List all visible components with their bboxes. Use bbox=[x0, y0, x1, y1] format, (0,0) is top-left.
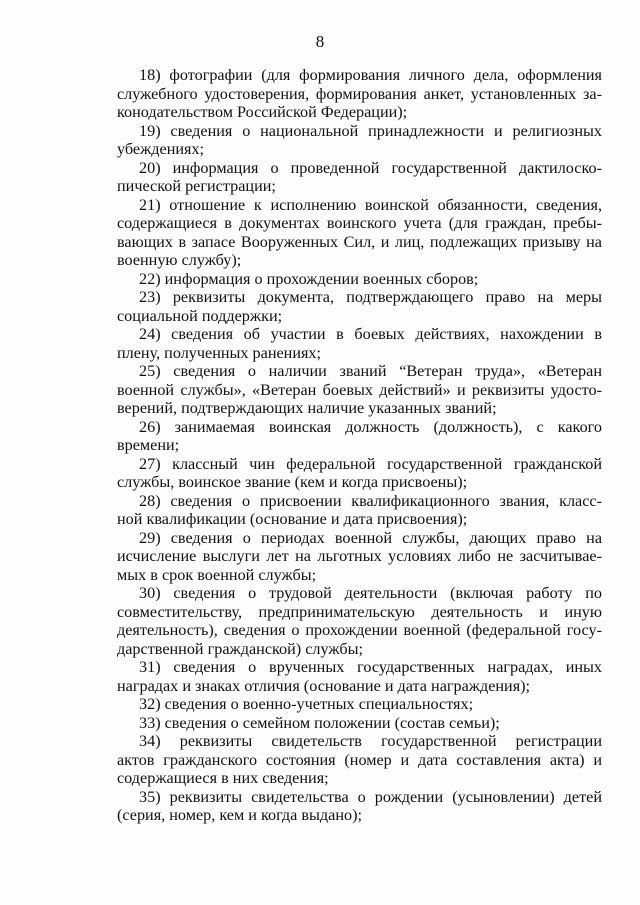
text-line: 27) классный чин федеральной государственной гражданской bbox=[139, 454, 602, 473]
text-line: пической регистрации; bbox=[117, 177, 276, 195]
list-item bbox=[117, 658, 602, 695]
text-line: 35) реквизиты свидетельства о рождении (усыновлении) детей bbox=[139, 787, 602, 806]
text-line: совместительству, предпринимательскую деятельность и иную bbox=[117, 602, 602, 621]
list-item bbox=[117, 788, 602, 825]
page-number: 8 bbox=[315, 32, 325, 51]
text-line: 25) сведения о наличии званий “Ветеран труда», «Ветеран bbox=[139, 362, 602, 380]
text-line: времени; bbox=[117, 436, 180, 454]
text-line: деятельность), сведения о прохождении военной (федеральной госу- bbox=[117, 621, 602, 639]
text-line: службы, воинское звание (кем и когда присвоены); bbox=[117, 473, 468, 491]
list-item bbox=[117, 288, 602, 325]
list-item bbox=[117, 325, 602, 362]
text-line: наградах и знаках отличия (основание и дата награждения); bbox=[117, 676, 531, 695]
text-line: 22) информация о прохождении военных сборов; bbox=[139, 269, 479, 288]
list-item bbox=[117, 714, 602, 733]
list-item bbox=[117, 122, 602, 159]
text-line: вающих в запасе Вооруженных Сил, и лиц, подлежащих призыву на bbox=[117, 232, 602, 251]
text-line: военную службу); bbox=[117, 251, 242, 269]
text-line: социальной поддержки; bbox=[117, 306, 283, 325]
text-line: служебного удостоверения, формирования анкет, установленных за- bbox=[117, 84, 602, 103]
text-line: верений, подтверждающих наличие указанных званий; bbox=[117, 399, 497, 417]
text-line: содержащиеся в них сведения; bbox=[117, 769, 329, 787]
text-line: конодательством Российской Федерации); bbox=[117, 103, 408, 121]
text-line: мых в срок военной службы; bbox=[117, 565, 317, 584]
text-line: плену, полученных ранениях; bbox=[117, 343, 322, 362]
text-line: военной службы», «Ветеран боевых действий» и реквизиты удосто- bbox=[117, 380, 602, 399]
text-line: исчисление выслуги лет на льготных условиях либо не засчитывае- bbox=[117, 547, 602, 565]
text-line: 32) сведения о военно-учетных специальностях; bbox=[139, 695, 474, 713]
text-line: содержащиеся в документах воинского учета (для граждан, пребы- bbox=[117, 214, 602, 232]
list-item bbox=[117, 66, 602, 122]
list-item bbox=[117, 196, 602, 270]
text-line: 31) сведения о врученных государственных наградах, иных bbox=[139, 658, 602, 676]
text-line: 29) сведения о периодах военной службы, дающих право на bbox=[139, 528, 602, 547]
text-line: 28) сведения о присвоении квалификационного звания, класс- bbox=[139, 491, 602, 510]
text-line: 34) реквизиты свидетельств государственной регистрации bbox=[139, 732, 602, 750]
text-line: 23) реквизиты документа, подтверждающего право на меры bbox=[139, 288, 602, 306]
text-line: 18) фотографии (для формирования личного дела, оформления bbox=[139, 66, 602, 84]
text-line: актов гражданского состояния (номер и дата составления акта) и bbox=[117, 750, 602, 769]
list-item bbox=[117, 695, 602, 714]
text-line: 33) сведения о семейном положении (состав семьи); bbox=[139, 713, 500, 732]
text-line: (серия, номер, кем и когда выдано); bbox=[117, 806, 362, 824]
document-body bbox=[117, 66, 602, 825]
text-line: 24) сведения об участии в боевых действиях, нахождении в bbox=[139, 325, 602, 343]
text-line: дарственной гражданской) службы; bbox=[117, 639, 363, 658]
text-line: 20) информация о проведенной государственной дактилоско- bbox=[139, 158, 602, 177]
list-item bbox=[117, 455, 602, 492]
list-item bbox=[117, 529, 602, 585]
list-item bbox=[117, 159, 602, 196]
list-item bbox=[117, 270, 602, 289]
text-line: 30) сведения о трудовой деятельности (включая работу по bbox=[139, 584, 602, 602]
list-item bbox=[117, 732, 602, 788]
text-line: убеждениях; bbox=[117, 140, 205, 158]
list-item bbox=[117, 418, 602, 455]
list-item bbox=[117, 492, 602, 529]
list-item bbox=[117, 362, 602, 418]
text-line: 26) занимаемая воинская должность (должность), с какого bbox=[139, 417, 602, 436]
text-line: 19) сведения о национальной принадлежности и религиозных bbox=[139, 121, 602, 140]
text-line: 21) отношение к исполнению воинской обязанности, сведения, bbox=[139, 195, 602, 214]
list-item bbox=[117, 584, 602, 658]
text-line: ной квалификации (основание и дата присвоения); bbox=[117, 510, 468, 528]
